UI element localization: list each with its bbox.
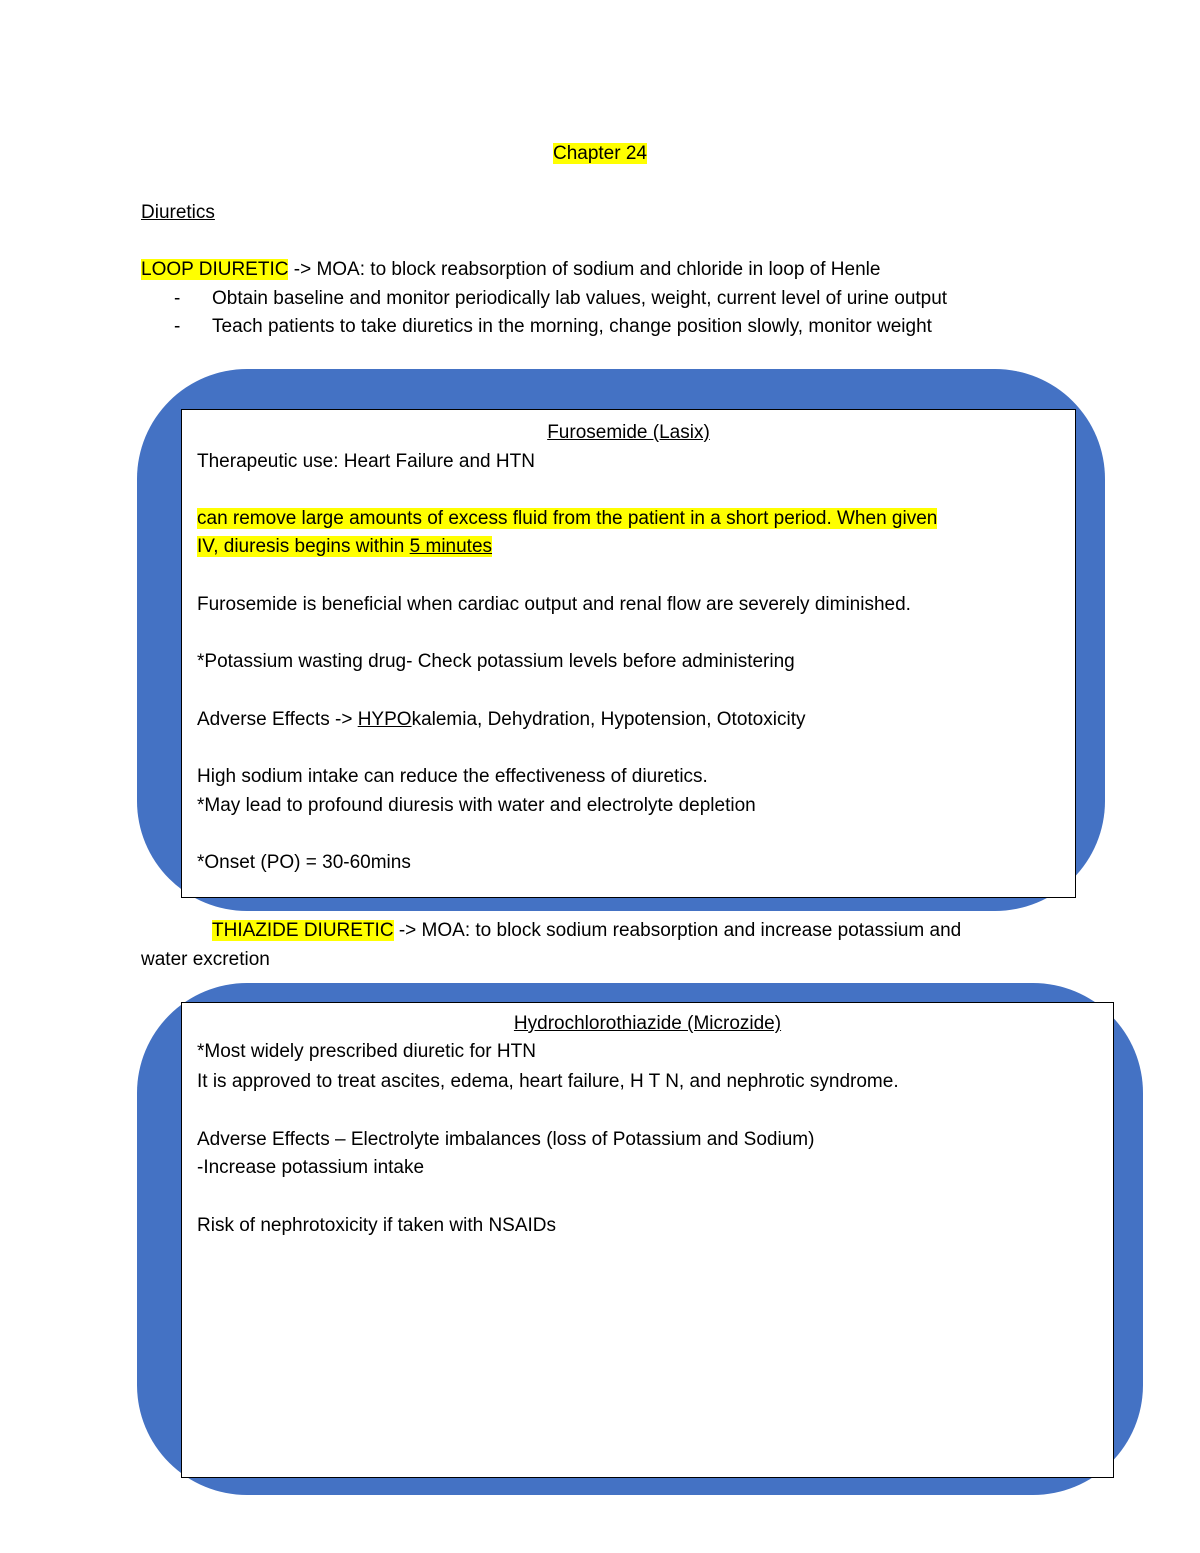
furosemide-onset: *Onset (PO) = 30-60mins <box>197 852 411 873</box>
hctz-increase-potassium: -Increase potassium intake <box>197 1157 425 1178</box>
loop-moa-text: -> MOA: to block reabsorption of sodium and chloride in loop of Henle <box>288 259 881 280</box>
thiazide-moa-text: -> MOA: to block sodium reabsorption and increase potassium and <box>393 920 962 941</box>
highlight-line-1-text: can remove large amounts of excess fluid from the patient in a short period. When given <box>197 508 938 529</box>
bullet-marker: - <box>174 316 181 337</box>
hctz-box <box>181 1002 1114 1478</box>
loop-diuretic-moa <box>141 259 880 281</box>
hctz-line-2: It is approved to treat ascites, edema, heart failure, H T N, and nephrotic syndrome. <box>197 1071 899 1092</box>
loop-bullet-2: Teach patients to take diuretics in the morning, change position slowly, monitor weight <box>212 316 932 337</box>
hctz-risk: Risk of nephrotoxicity if taken with NSAIDs <box>197 1215 557 1236</box>
bullet-marker: - <box>174 288 181 309</box>
furosemide-highlight-line-1 <box>197 508 937 530</box>
hypo-text: HYPO <box>357 709 412 730</box>
furosemide-sodium: High sodium intake can reduce the effectiveness of diuretics. <box>197 766 708 787</box>
section-heading: Diuretics <box>141 202 215 223</box>
furosemide-beneficial: Furosemide is beneficial when cardiac output and renal flow are severely diminished. <box>197 594 911 615</box>
loop-bullet-1: Obtain baseline and monitor periodically lab values, weight, current level of urine output <box>212 288 948 309</box>
loop-diuretic-label: LOOP DIURETIC <box>141 259 289 280</box>
thiazide-diuretic-label: THIAZIDE DIURETIC <box>212 920 394 941</box>
thiazide-diuretic-moa <box>212 920 961 942</box>
hctz-adverse-effects: Adverse Effects – Electrolyte imbalances (loss of Potassium and Sodium) <box>197 1129 815 1150</box>
adverse-prefix: Adverse Effects -> <box>197 709 358 730</box>
furosemide-adverse-effects <box>197 709 805 731</box>
thiazide-moa-line-2: water excretion <box>141 949 270 970</box>
furosemide-therapeutic-use: Therapeutic use: Heart Failure and HTN <box>197 451 535 472</box>
furosemide-box <box>181 409 1076 898</box>
furosemide-title: Furosemide (Lasix) <box>547 422 710 443</box>
five-minutes-text: 5 minutes <box>409 536 493 557</box>
hctz-title: Hydrochlorothiazide (Microzide) <box>513 1013 782 1034</box>
chapter-title <box>0 143 1200 165</box>
chapter-title-text: Chapter 24 <box>552 143 647 164</box>
hctz-line-1: *Most widely prescribed diuretic for HTN <box>197 1041 536 1062</box>
furosemide-highlight-line-2 <box>197 536 492 558</box>
adverse-suffix: kalemia, Dehydration, Hypotension, Ototoxicity <box>411 709 806 730</box>
highlight-line-2-text: IV, diuresis begins within <box>197 536 410 557</box>
furosemide-profound: *May lead to profound diuresis with water and electrolyte depletion <box>197 795 756 816</box>
furosemide-potassium: *Potassium wasting drug- Check potassium levels before administering <box>197 651 795 672</box>
